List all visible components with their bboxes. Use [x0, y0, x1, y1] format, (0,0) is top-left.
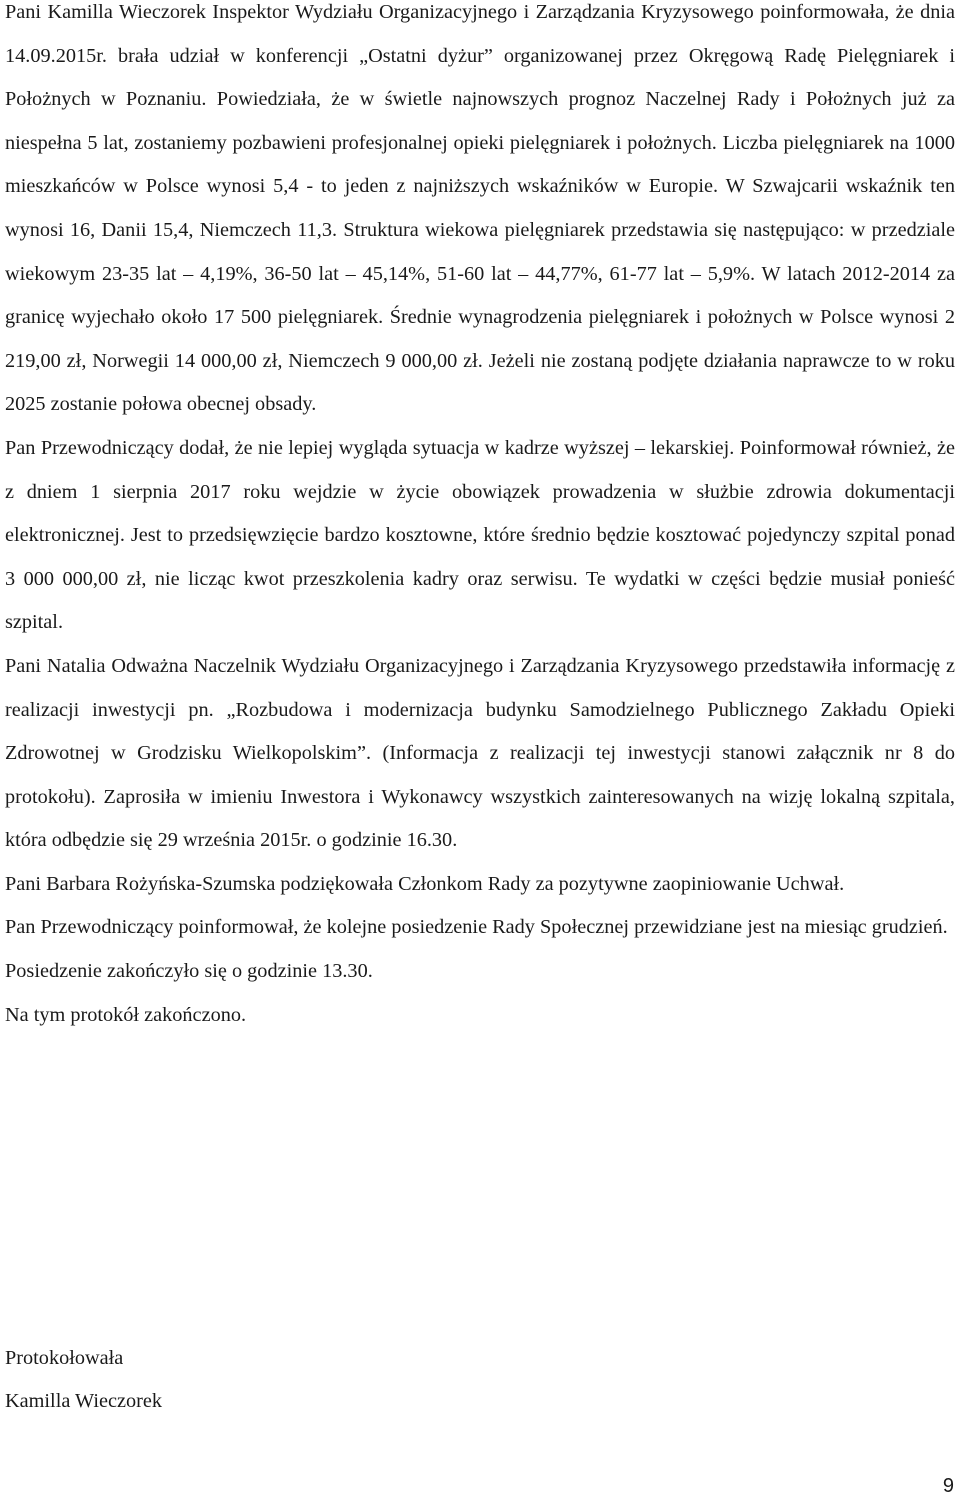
paragraph-meeting-end: Posiedzenie zakończyło się o godzinie 13.30. — [5, 960, 373, 983]
signature-name: Kamilla Wieczorek — [5, 1390, 163, 1412]
paragraph-next-meeting: Pan Przewodniczący poinformował, że kolejne posiedzenie Rady Społecznej przewidziane jest na miesiąc grudzień. — [5, 916, 948, 939]
page-number: 9 — [942, 1475, 954, 1497]
paragraph-chairman-remarks: Pan Przewodniczący dodał, że nie lepiej wygląda sytuacja w kadrze wyższej – lekarskiej. Poinformował również, że z dniem 1 sierpnia 2017 roku wejdzie w życie obowiązek prowadzenia w służbie zdrowia dokumentacji elektronicznej. Jest to przedsięwzięcie bardzo kosztowne, które średnio będzie kosztować pojedynczy szpital ponad 3 000 000,00 zł, nie licząc kwot przeszkolenia kadry oraz serwisu. Te wydatki w części będzie musiał ponieść szpital. — [5, 436, 955, 634]
paragraph-protocol-end: Na tym protokół zakończono. — [5, 1003, 247, 1026]
paragraph-thanks: Pani Barbara Rożyńska-Szumska podziękowała Członkom Rady za pozytywne zaopiniowanie Uchwał. — [5, 872, 845, 895]
paragraph-investment-info: Pani Natalia Odważna Naczelnik Wydziału Organizacyjnego i Zarządzania Kryzysowego przedstawiła informację z realizacji inwestycji pn. „Rozbudowa i modernizacja budynku Samodzielnego Publicznego Zakładu Opieki Zdrowotnej w Grodzisku Wielkopolskim”. (Informacja z realizacji tej inwestycji stanowi załącznik nr 8 do protokołu). Zaprosiła w imieniu Inwestora i Wykonawcy wszystkich zainteresowanych na wizję lokalną szpitala, która odbędzie się 29 września 2015r. o godzinie 16.30. — [5, 654, 955, 852]
signature-block — [5, 1337, 162, 1423]
signature-label: Protokołowała — [5, 1347, 124, 1369]
document-body — [5, 0, 955, 1037]
paragraph-conference-report: Pani Kamilla Wieczorek Inspektor Wydziału Organizacyjnego i Zarządzania Kryzysowego poinformowała, że dnia 14.09.2015r. brała udział w konferencji „Ostatni dyżur” organizowanej przez Okręgową Radę Pielęgniarek i Położnych w Poznaniu. Powiedziała, że w świetle najnowszych prognoz Naczelnej Rady i Położnych już za niespełna 5 lat, zostaniemy pozbawieni profesjonalnej opieki pielęgniarek i położnych. Liczba pielęgniarek na 1000 mieszkańców w Polsce wynosi 5,4 - to jeden z najniższych wskaźników w Europie. W Szwajcarii wskaźnik ten wynosi 16, Danii 15,4, Niemczech 11,3. Struktura wiekowa pielęgniarek przedstawia się następująco: w przedziale wiekowym 23-35 lat – 4,19%, 36-50 lat – 45,14%, 51-60 lat – 44,77%, 61-77 lat – 5,9%. W latach 2012-2014 za granicę wyjechało około 17 500 pielęgniarek. Średnie wynagrodzenia pielęgniarek i położnych w Polsce wynosi 2 219,00 zł, Norwegii 14 000,00 zł, Niemczech 9 000,00 zł. Jeżeli nie zostaną podjęte działania naprawcze to w roku 2025 zostanie połowa obecnej obsady. — [5, 1, 955, 416]
